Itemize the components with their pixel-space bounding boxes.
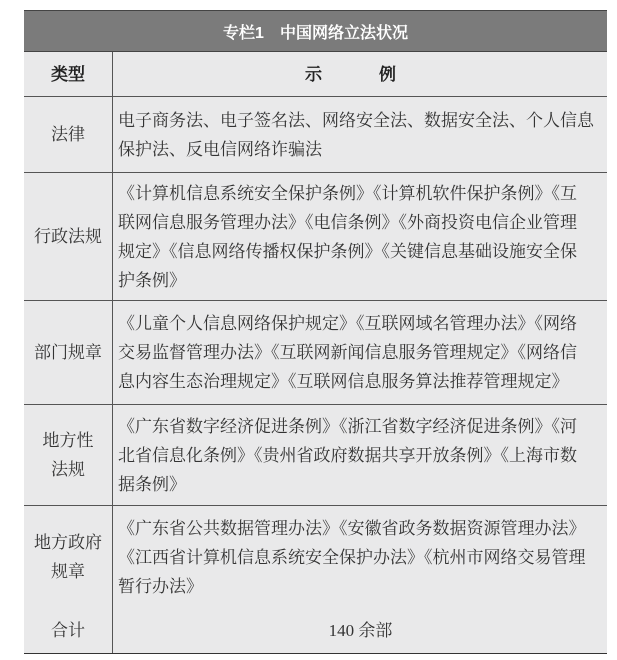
table-row [24, 506, 607, 608]
example-line: 《江西省计算机信息系统安全保护办法》《杭州市网络交易管理 [118, 547, 586, 567]
total-row [24, 608, 607, 653]
table-title: 专栏1 中国网络立法状况 [24, 11, 607, 52]
header-type: 类型 [24, 52, 113, 96]
row-type [24, 405, 113, 505]
header-example: 示 例 [305, 64, 416, 84]
header-row [24, 52, 607, 97]
example-line: 据条例》 [118, 474, 186, 494]
example-line: 《儿童个人信息网络保护规定》《互联网域名管理办法》《网络 [118, 314, 577, 333]
row-examples [113, 405, 607, 505]
table-row [24, 173, 607, 301]
row-type [24, 506, 113, 608]
row-type-line: 法规 [51, 460, 85, 479]
example-line: 规定》《信息网络传播权保护条例》《关键信息基础设施安全保 [118, 241, 577, 261]
table-row [24, 301, 607, 405]
row-examples [113, 506, 607, 608]
row-type [24, 173, 113, 300]
example-line: 息内容生态治理规定》《互联网信息服务算法推荐管理规定》 [118, 372, 569, 391]
example-line: 北省信息化条例》《贵州省政府数据共享开放条例》《上海市数 [118, 445, 577, 465]
table-row [24, 97, 607, 173]
example-line: 交易监督管理办法》《互联网新闻信息服务管理规定》《网络信 [118, 343, 577, 362]
example-line: 护条例》 [118, 270, 186, 290]
example-line: 《广东省公共数据管理办法》《安徽省政务数据资源管理办法》 [118, 518, 586, 538]
example-line: 电子商务法、电子签名法、网络安全法、数据安全法、个人信息 [118, 110, 594, 130]
row-examples [113, 173, 607, 300]
row-type-line: 法律 [51, 125, 85, 144]
row-type-line: 地方政府 [34, 533, 102, 552]
total-value: 140 余部 [328, 621, 393, 640]
row-type-line: 规章 [51, 562, 85, 581]
row-type-line: 部门规章 [34, 343, 102, 362]
row-type-line: 行政法规 [34, 227, 102, 246]
example-line: 《广东省数字经济促进条例》《浙江省数字经济促进条例》《河 [118, 416, 577, 436]
legislation-table [24, 10, 607, 654]
row-type [24, 301, 113, 404]
row-examples [113, 97, 607, 172]
example-line: 《计算机信息系统安全保护条例》《计算机软件保护条例》《互 [118, 183, 577, 203]
row-type-line: 地方性 [42, 431, 94, 450]
example-line: 保护法、反电信网络诈骗法 [118, 139, 322, 159]
table-row [24, 405, 607, 506]
row-examples [113, 301, 607, 404]
example-line: 暂行办法》 [118, 576, 203, 596]
row-type [24, 97, 113, 172]
example-line: 联网信息服务管理办法》《电信条例》《外商投资电信企业管理 [118, 212, 577, 232]
total-label: 合计 [24, 608, 113, 653]
